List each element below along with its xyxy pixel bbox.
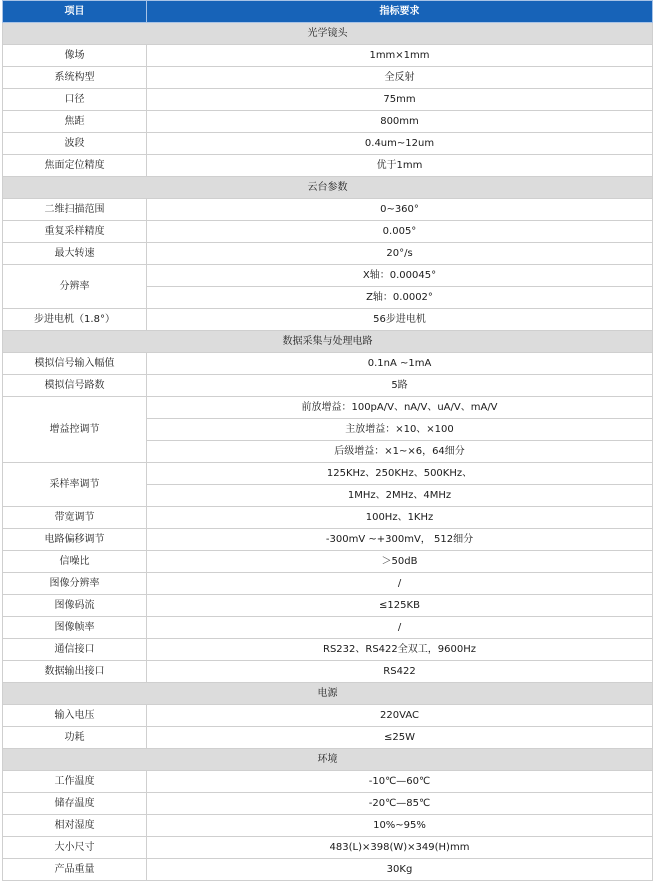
table-row: [3, 595, 653, 617]
row-value: /: [147, 617, 653, 639]
row-label: 信噪比: [3, 551, 147, 573]
row-value: /: [147, 573, 653, 595]
row-value: 10%~95%: [147, 815, 653, 837]
row-label: 产品重量: [3, 859, 147, 881]
header-requirement: 指标要求: [147, 1, 653, 23]
row-label: 通信接口: [3, 639, 147, 661]
header-item: 项目: [3, 1, 147, 23]
row-label: 分辨率: [3, 265, 147, 309]
row-value: ＞50dB: [147, 551, 653, 573]
row-value: 100Hz、1KHz: [147, 507, 653, 529]
row-value: -20℃—85℃: [147, 793, 653, 815]
table-row: [3, 859, 653, 881]
table-row: [3, 837, 653, 859]
row-value: 后级增益：×1~×6，64细分: [147, 441, 653, 463]
table-row: [3, 243, 653, 265]
table-row: [3, 89, 653, 111]
row-value: 483(L)×398(W)×349(H)mm: [147, 837, 653, 859]
table-row: [3, 793, 653, 815]
row-label: 步进电机（1.8°）: [3, 309, 147, 331]
row-label: 波段: [3, 133, 147, 155]
row-label: 储存温度: [3, 793, 147, 815]
row-label: 大小尺寸: [3, 837, 147, 859]
row-label: 带宽调节: [3, 507, 147, 529]
row-value: 0.005°: [147, 221, 653, 243]
table-row: [3, 375, 653, 397]
row-value: 优于1mm: [147, 155, 653, 177]
section-row: [3, 23, 653, 45]
row-value: -300mV ~+300mV， 512细分: [147, 529, 653, 551]
table-row: [3, 727, 653, 749]
row-value: 主放增益：×10、×100: [147, 419, 653, 441]
row-value: X轴：0.00045°: [147, 265, 653, 287]
row-label: 图像帧率: [3, 617, 147, 639]
table-row: [3, 573, 653, 595]
row-label: 像场: [3, 45, 147, 67]
row-label: 焦距: [3, 111, 147, 133]
row-label: 模拟信号路数: [3, 375, 147, 397]
table-row: [3, 111, 653, 133]
row-value: 0~360°: [147, 199, 653, 221]
row-value: 1mm×1mm: [147, 45, 653, 67]
row-value: 5路: [147, 375, 653, 397]
table-row: [3, 529, 653, 551]
row-value: 125KHz、250KHz、500KHz、: [147, 463, 653, 485]
row-label: 图像码流: [3, 595, 147, 617]
row-label: 功耗: [3, 727, 147, 749]
row-label: 采样率调节: [3, 463, 147, 507]
table-row: [3, 309, 653, 331]
row-label: 系统构型: [3, 67, 147, 89]
row-value: -10℃—60℃: [147, 771, 653, 793]
row-value: 0.1nA ~1mA: [147, 353, 653, 375]
section-row: [3, 331, 653, 353]
row-value: 800mm: [147, 111, 653, 133]
table-row: [3, 133, 653, 155]
row-label: 模拟信号输入幅值: [3, 353, 147, 375]
row-label: 焦面定位精度: [3, 155, 147, 177]
table-row: [3, 155, 653, 177]
section-row: [3, 683, 653, 705]
row-label: 增益控调节: [3, 397, 147, 463]
section-title: 光学镜头: [3, 23, 653, 45]
row-label: 相对湿度: [3, 815, 147, 837]
table-row: [3, 67, 653, 89]
row-value: ≤25W: [147, 727, 653, 749]
row-value: 220VAC: [147, 705, 653, 727]
spec-table: [2, 0, 653, 881]
section-title: 环境: [3, 749, 653, 771]
row-value: 1MHz、2MHz、4MHz: [147, 485, 653, 507]
row-value: RS232、RS422全双工，9600Hz: [147, 639, 653, 661]
row-value: 56步进电机: [147, 309, 653, 331]
row-label: 电路偏移调节: [3, 529, 147, 551]
table-row: [3, 771, 653, 793]
table-row: [3, 639, 653, 661]
row-label: 口径: [3, 89, 147, 111]
row-label: 数据输出接口: [3, 661, 147, 683]
row-label: 图像分辨率: [3, 573, 147, 595]
row-value: 0.4um~12um: [147, 133, 653, 155]
table-row: [3, 353, 653, 375]
table-row: [3, 45, 653, 67]
table-row: [3, 507, 653, 529]
table-row: [3, 705, 653, 727]
table-row: [3, 221, 653, 243]
table-row: [3, 463, 653, 485]
row-value: RS422: [147, 661, 653, 683]
section-title: 数据采集与处理电路: [3, 331, 653, 353]
table-row: [3, 815, 653, 837]
table-header-row: [3, 1, 653, 23]
row-label: 重复采样精度: [3, 221, 147, 243]
section-row: [3, 177, 653, 199]
table-row: [3, 397, 653, 419]
row-value: 前放增益：100pA/V、nA/V、uA/V、mA/V: [147, 397, 653, 419]
row-value: 全反射: [147, 67, 653, 89]
row-label: 最大转速: [3, 243, 147, 265]
row-value: ≤125KB: [147, 595, 653, 617]
row-label: 输入电压: [3, 705, 147, 727]
table-row: [3, 617, 653, 639]
row-value: 75mm: [147, 89, 653, 111]
row-value: 30Kg: [147, 859, 653, 881]
row-label: 工作温度: [3, 771, 147, 793]
table-row: [3, 265, 653, 287]
table-row: [3, 661, 653, 683]
table-row: [3, 551, 653, 573]
row-value: 20°/s: [147, 243, 653, 265]
section-title: 云台参数: [3, 177, 653, 199]
section-row: [3, 749, 653, 771]
table-row: [3, 199, 653, 221]
section-title: 电源: [3, 683, 653, 705]
row-value: Z轴：0.0002°: [147, 287, 653, 309]
row-label: 二维扫描范围: [3, 199, 147, 221]
